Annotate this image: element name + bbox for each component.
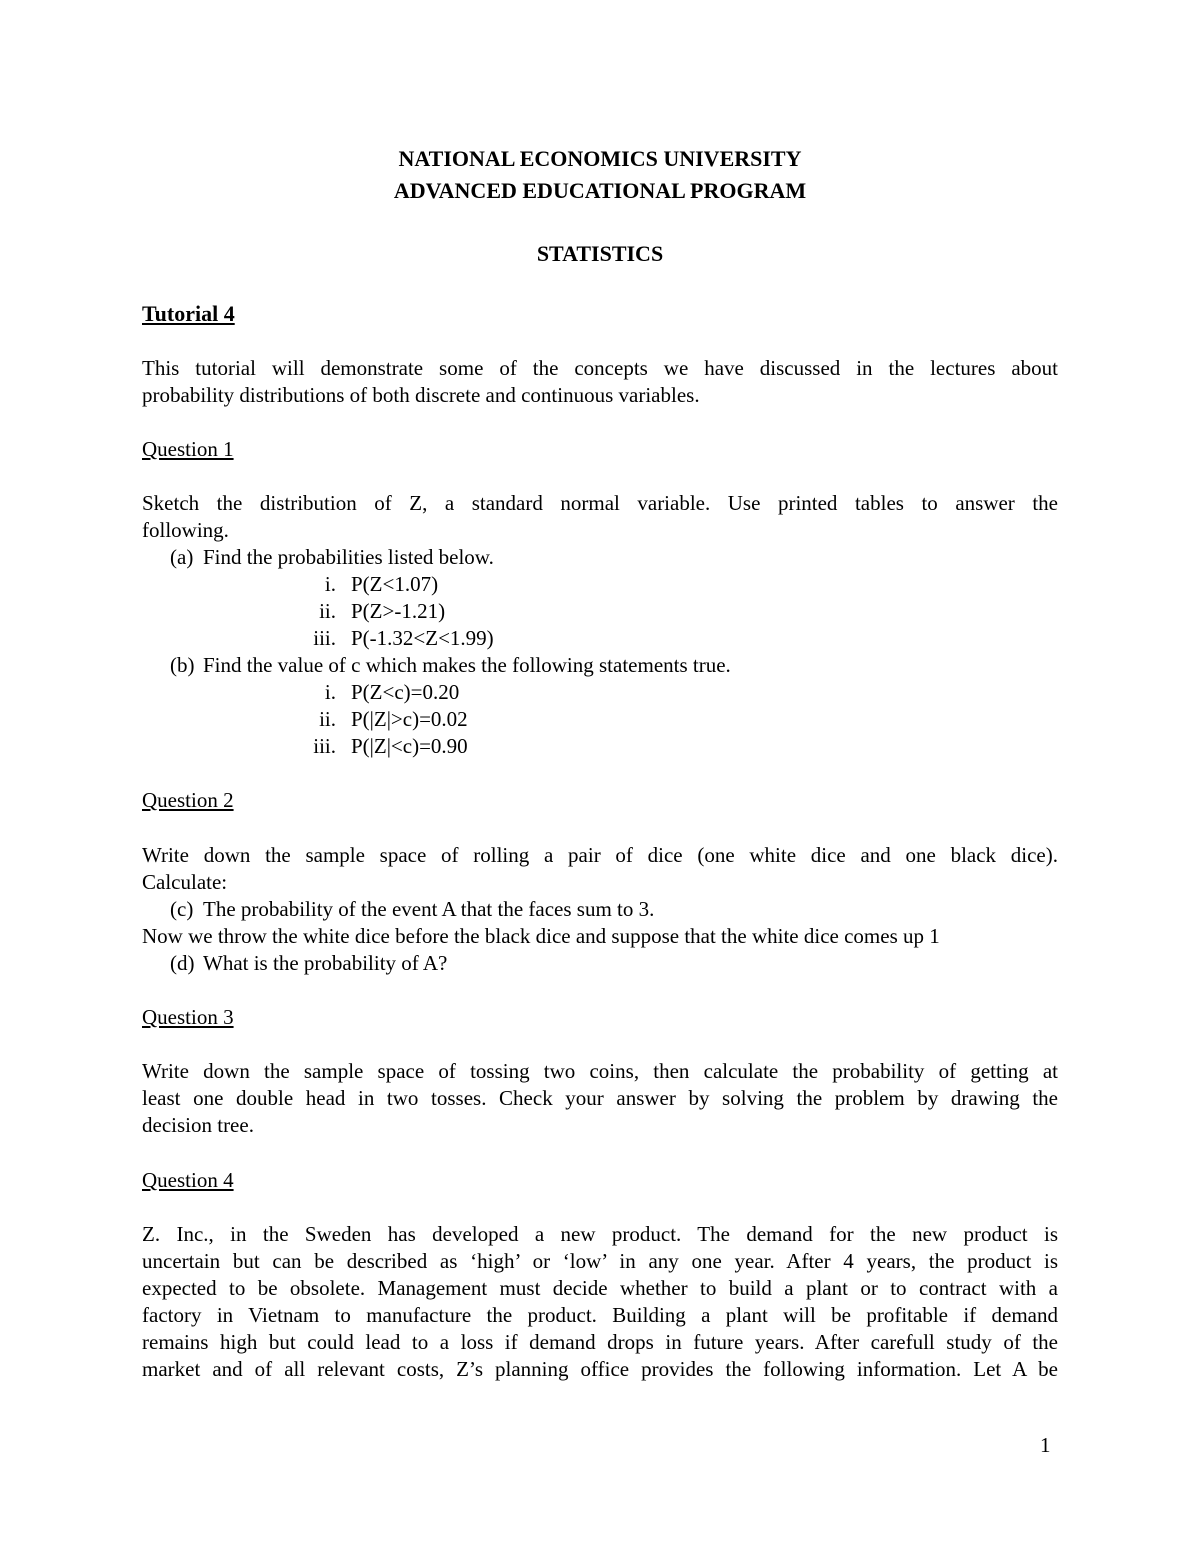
q1-a-item-2-text: P(Z>-1.21)	[351, 599, 446, 623]
q1-line-2: following.	[142, 518, 229, 542]
q1-b-text: Find the value of c which makes the following statements true.	[203, 653, 731, 677]
q2-line-3: Now we throw the white dice before the black dice and suppose that the white dice comes up 1	[142, 924, 940, 948]
q2-line-1: Write down the sample space of rolling a pair of dice (one white dice and one black dice).	[142, 843, 1058, 867]
q1-a-item-2-num: ii.	[319, 599, 336, 623]
q1-b-item-2-text: P(|Z|>c)=0.02	[351, 707, 468, 731]
tutorial-heading: Tutorial 4	[142, 301, 235, 326]
q2-c-text: The probability of the event A that the faces sum to 3.	[203, 897, 655, 921]
q1-b-item-1-text: P(Z<c)=0.20	[351, 680, 460, 704]
question-1-heading: Question 1	[142, 437, 234, 461]
q2-d-text: What is the probability of A?	[203, 951, 448, 975]
q1-b-item-3-num: iii.	[313, 734, 336, 758]
q2-line-2: Calculate:	[142, 870, 228, 894]
q3-line-1: Write down the sample space of tossing two coins, then calculate the probability of getting at	[142, 1059, 1058, 1083]
intro-line-1: This tutorial will demonstrate some of the concepts we have discussed in the lectures about	[142, 356, 1058, 380]
q2-d-label: (d)	[170, 951, 195, 975]
course-title: STATISTICS	[536, 241, 664, 266]
q4-line-6: market and of all relevant costs, Z’s planning office provides the following information. Let A be	[142, 1357, 1058, 1381]
university-title: NATIONAL ECONOMICS UNIVERSITY	[398, 146, 802, 171]
page-number: 1	[1040, 1433, 1051, 1457]
q4-line-3: expected to be obsolete. Management must decide whether to build a plant or to contract with a	[142, 1276, 1058, 1300]
question-3-heading: Question 3	[142, 1005, 234, 1029]
q1-a-item-1-text: P(Z<1.07)	[351, 572, 439, 596]
q1-a-item-3-num: iii.	[313, 626, 336, 650]
q1-b-label: (b)	[170, 653, 195, 677]
q1-a-item-3-text: P(-1.32<Z<1.99)	[351, 626, 494, 650]
q2-c-label: (c)	[170, 897, 194, 921]
q1-a-text: Find the probabilities listed below.	[203, 545, 494, 569]
q1-b-item-2-num: ii.	[319, 707, 336, 731]
q4-line-4: factory in Vietnam to manufacture the product. Building a plant will be profitable if demand	[142, 1303, 1058, 1327]
program-title: ADVANCED EDUCATIONAL PROGRAM	[393, 178, 807, 203]
intro-line-2: probability distributions of both discrete and continuous variables.	[142, 383, 700, 407]
q1-b-item-1-num: i.	[324, 680, 336, 704]
q3-line-2: least one double head in two tosses. Check your answer by solving the problem by drawing the	[142, 1086, 1058, 1110]
question-4-heading: Question 4	[142, 1168, 234, 1192]
q4-line-5: remains high but could lead to a loss if demand drops in future years. After carefull study of the	[142, 1330, 1058, 1354]
q4-line-2: uncertain but can be described as ‘high’ or ‘low’ in any one year. After 4 years, the product is	[142, 1249, 1058, 1273]
q4-line-1: Z. Inc., in the Sweden has developed a new product. The demand for the new product is	[142, 1222, 1058, 1246]
q3-line-3: decision tree.	[142, 1113, 254, 1137]
q1-a-label: (a)	[170, 545, 194, 569]
q1-line-1: Sketch the distribution of Z, a standard normal variable. Use printed tables to answer the	[142, 491, 1058, 515]
question-2-heading: Question 2	[142, 788, 234, 812]
q1-a-item-1-num: i.	[324, 572, 336, 596]
q1-b-item-3-text: P(|Z|<c)=0.90	[351, 734, 468, 758]
